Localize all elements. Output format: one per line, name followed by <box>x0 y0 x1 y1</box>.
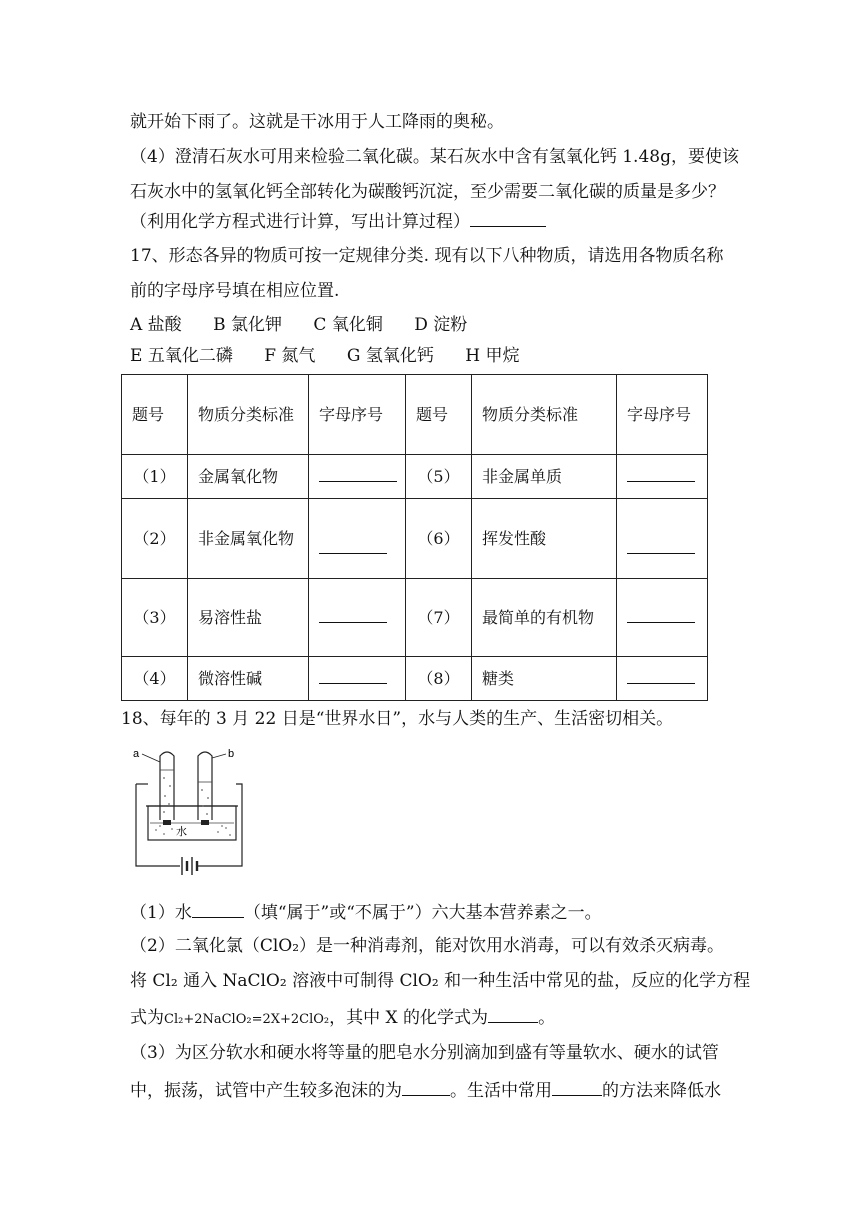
q18-p2-line3-before: 式为 <box>130 1008 164 1028</box>
answer-blank[interactable] <box>470 210 546 227</box>
option-f: F 氮气 <box>264 346 316 366</box>
q16-4-line2: 石灰水中的氢氧化钙全部转化为碳酸钙沉淀，至少需要二氧化碳的质量是多少？ <box>130 182 725 202</box>
table-row <box>122 455 708 499</box>
q18-p1-before: （1）水 <box>130 903 192 923</box>
row-number: （3） <box>122 579 188 657</box>
answer-cell[interactable] <box>309 657 406 701</box>
row-number: （2） <box>122 499 188 579</box>
option-c: C 氧化铜 <box>313 315 383 335</box>
table-header-row <box>122 375 708 455</box>
category-cell: 非金属氧化物 <box>188 499 309 579</box>
answer-cell[interactable] <box>309 455 406 499</box>
answer-cell[interactable] <box>617 657 708 701</box>
category-cell: 金属氧化物 <box>188 455 309 499</box>
header-cell: 物质分类标准 <box>472 375 617 455</box>
q18-p2-line2: 将 Cl₂ 通入 NaClO₂ 溶液中可制得 ClO₂ 和一种生活中常见的盐，反应的化学方程 <box>130 971 751 991</box>
category-cell: 微溶性碱 <box>188 657 309 701</box>
q18-p3-line2-b: 。生活中常用 <box>450 1081 552 1101</box>
q18-p2-line3-after: ，其中 X 的化学式为 <box>329 1008 489 1028</box>
category-cell: 挥发性酸 <box>472 499 617 579</box>
q18-p1 <box>130 901 602 924</box>
row-number: （7） <box>406 579 472 657</box>
row-number: （5） <box>406 455 472 499</box>
q18-title: 18、每年的 3 月 22 日是“世界水日”，水与人类的生产、生活密切相关。 <box>121 709 674 729</box>
q18-p2-line3 <box>130 1006 555 1031</box>
q16-4-line3-text: （利用化学方程式进行计算，写出计算过程） <box>130 212 470 232</box>
answer-cell[interactable] <box>617 579 708 657</box>
answer-cell[interactable] <box>309 579 406 657</box>
answer-blank[interactable] <box>402 1079 450 1096</box>
answer-blank[interactable] <box>319 467 397 482</box>
q18-p1-after: （填“属于”或“不属于”）六大基本营养素之一。 <box>243 903 602 923</box>
answer-cell[interactable] <box>617 499 708 579</box>
table-row <box>122 579 708 657</box>
header-cell: 物质分类标准 <box>188 375 309 455</box>
header-cell: 字母序号 <box>617 375 708 455</box>
q17-line1: 17、形态各异的物质可按一定规律分类. 现有以下八种物质，请选用各物质名称 <box>130 246 724 266</box>
option-d: D 淀粉 <box>414 315 468 335</box>
category-cell: 非金属单质 <box>472 455 617 499</box>
row-number: （4） <box>122 657 188 701</box>
answer-blank[interactable] <box>319 539 387 554</box>
answer-blank[interactable] <box>627 608 695 623</box>
answer-blank[interactable] <box>488 1006 538 1023</box>
chemical-equation: Cl₂+2NaClO₂=2X+2ClO₂ <box>164 1012 330 1027</box>
label-a: a <box>133 748 140 760</box>
period: 。 <box>538 1008 556 1028</box>
option-e: E 五氧化二磷 <box>130 346 233 366</box>
answer-blank[interactable] <box>319 669 387 684</box>
table-row <box>122 657 708 701</box>
q16-4-line3 <box>130 210 546 233</box>
answer-cell[interactable] <box>617 455 708 499</box>
answer-blank[interactable] <box>192 901 244 918</box>
header-cell: 字母序号 <box>309 375 406 455</box>
label-water: 水 <box>176 825 187 838</box>
row-number: （1） <box>122 455 188 499</box>
row-number: （6） <box>406 499 472 579</box>
category-cell: 易溶性盐 <box>188 579 309 657</box>
category-cell: 最简单的有机物 <box>472 579 617 657</box>
q18-p3-line2 <box>130 1079 721 1102</box>
header-cell: 题号 <box>406 375 472 455</box>
option-b: B 氯化钾 <box>213 315 282 335</box>
electrolysis-apparatus-figure <box>130 744 250 886</box>
label-b: b <box>228 748 235 760</box>
q18-p3-line1: （3）为区分软水和硬水将等量的肥皂水分别滴加到盛有等量软水、硬水的试管 <box>130 1043 719 1063</box>
q18-p2-line1: （2）二氧化氯（ClO₂）是一种消毒剂，能对饮用水消毒，可以有效杀灭病毒。 <box>130 936 725 956</box>
q17-options-row2 <box>130 345 519 367</box>
q18-p3-line2-a: 中，振荡，试管中产生较多泡沫的为 <box>130 1081 402 1101</box>
answer-blank[interactable] <box>319 608 387 623</box>
q17-line2: 前的字母序号填在相应位置. <box>130 281 340 301</box>
option-a: A 盐酸 <box>130 315 182 335</box>
q16-4-line1: （4）澄清石灰水可用来检验二氧化碳。某石灰水中含有氢氧化钙 1.48g，要使该 <box>130 147 739 167</box>
answer-cell[interactable] <box>309 499 406 579</box>
answer-blank[interactable] <box>627 669 695 684</box>
q18-p3-line2-c: 的方法来降低水 <box>602 1081 721 1101</box>
intro-line: 就开始下雨了。这就是干冰用于人工降雨的奥秘。 <box>130 112 504 132</box>
answer-blank[interactable] <box>627 467 695 482</box>
option-g: G 氢氧化钙 <box>346 346 434 366</box>
classification-table <box>121 374 708 701</box>
option-h: H 甲烷 <box>465 346 520 366</box>
table-row <box>122 499 708 579</box>
q17-options-row1 <box>130 314 467 336</box>
header-cell: 题号 <box>122 375 188 455</box>
category-cell: 糖类 <box>472 657 617 701</box>
answer-blank[interactable] <box>552 1079 602 1096</box>
row-number: （8） <box>406 657 472 701</box>
answer-blank[interactable] <box>627 539 695 554</box>
